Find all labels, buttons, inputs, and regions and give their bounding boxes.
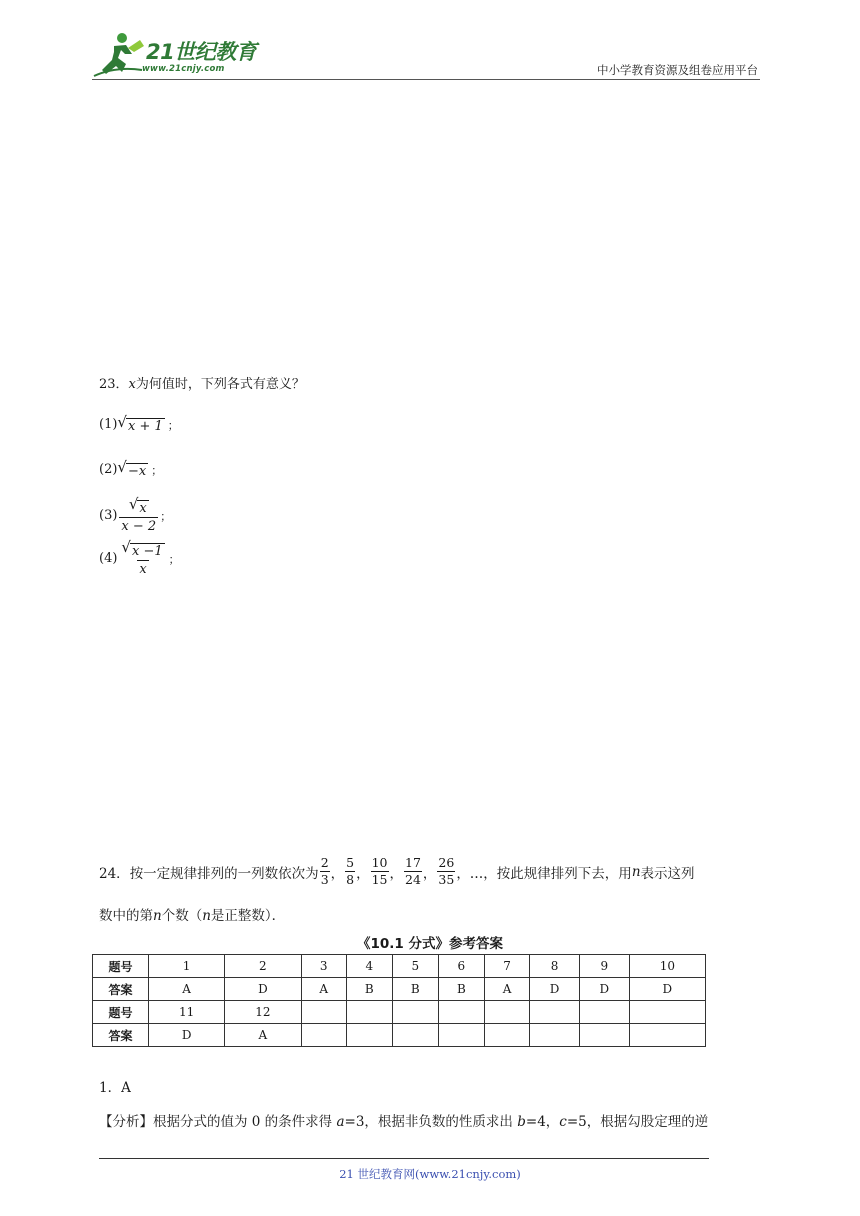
logo-text: 21世纪教育 bbox=[146, 40, 257, 64]
header-slogan: 中小学教育资源及组卷应用平台 bbox=[597, 63, 758, 77]
fraction: √ x −1 x bbox=[121, 538, 163, 577]
header-divider bbox=[92, 79, 760, 80]
sqrt-expression: √ x + 1 bbox=[117, 413, 163, 434]
fraction: √ x x − 2 bbox=[121, 495, 157, 534]
page-header bbox=[92, 30, 760, 80]
runner-logo-icon bbox=[92, 30, 148, 78]
question-23: 23．x为何值时，下列各式有意义？ bbox=[99, 377, 305, 392]
sequence-fraction: 10 15 bbox=[371, 855, 388, 887]
answer-key-table bbox=[92, 954, 706, 1047]
sequence-fraction: 2 3 bbox=[320, 855, 329, 887]
logo-url: www.21cnjy.com bbox=[142, 64, 225, 74]
question-23-part-4: (4) √ x −1 x ； bbox=[99, 538, 180, 577]
answer-key-title: 《10.1 分式》参考答案 bbox=[356, 936, 503, 952]
table-row: 题号 11 12 bbox=[93, 1001, 706, 1024]
question-24: 24． 按一定规律排列的一列数依次为 2 3 ， 5 8 ， 10 15 ， 17 24 ， 26 35 ，…，按此规律排列下去，用 n 表示这列 bbox=[99, 855, 695, 887]
solution-1-analysis: 【分析】根据分式的值为 0 的条件求得 a=3，根据非负数的性质求出 b=4，c=5，根据勾股定理的逆 bbox=[99, 1114, 709, 1130]
solution-1-answer: 1．A bbox=[99, 1080, 131, 1096]
table-row: 答案 A D A B B B A D D D bbox=[93, 978, 706, 1001]
question-23-part-3: (3) √ x x − 2 ； bbox=[99, 495, 172, 534]
footer-divider bbox=[99, 1158, 709, 1159]
question-23-part-1: (1) √ x + 1 ； bbox=[99, 413, 179, 434]
footer-link[interactable]: 21 世纪教育网(www.21cnjy.com) bbox=[339, 1167, 521, 1181]
sequence-fraction: 5 8 bbox=[346, 855, 355, 887]
sequence-fraction: 26 35 bbox=[438, 855, 455, 887]
question-24-line-2: 数中的第n个数（n是正整数）． bbox=[99, 908, 286, 924]
site-logo[interactable] bbox=[92, 30, 262, 78]
question-23-part-2: (2) √ −x ； bbox=[99, 458, 163, 479]
sequence-fraction: 17 24 bbox=[405, 855, 421, 887]
sqrt-expression: √ −x bbox=[117, 458, 147, 479]
table-row: 题号 1 2 3 4 5 6 7 8 9 10 bbox=[93, 955, 706, 978]
table-row: 答案 D A bbox=[93, 1024, 706, 1047]
